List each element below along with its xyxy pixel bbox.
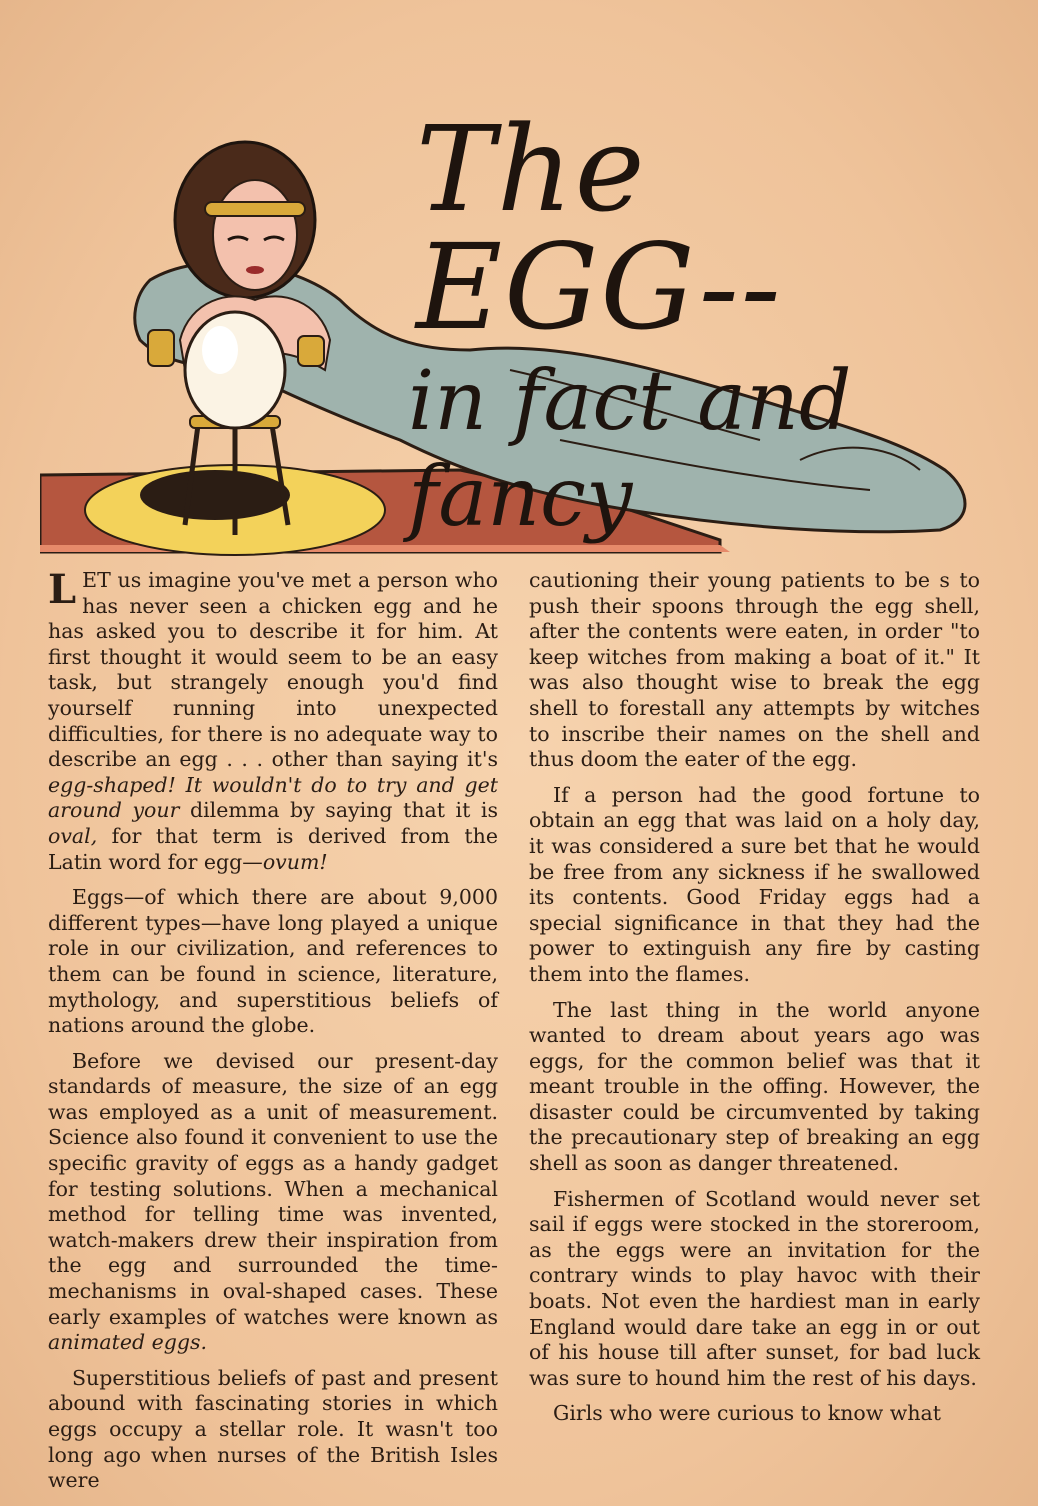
egg-shadow <box>140 470 290 520</box>
article-title <box>400 100 1000 546</box>
right-column <box>529 568 980 1437</box>
left-bracelet <box>148 330 174 366</box>
title-line-1: The EGG-- <box>416 100 783 356</box>
paragraph <box>48 1049 498 1356</box>
gold-headband <box>205 202 305 216</box>
paragraph: Fishermen of Scotland would never set sail if eggs were stocked in the storeroom, as the eggs were an invitation for the contrary winds to play havoc with their boats. Not even the hardiest man in early England would dare take an egg in or out of his house till after sunset, for bad luck was sure to hound him the rest of his days. <box>529 1186 980 1390</box>
drop-cap: L <box>48 566 77 613</box>
emphasis: egg-shaped! It wouldn't do to try and get around your <box>48 772 498 823</box>
right-bracelet <box>298 336 324 366</box>
paragraph: Girls who were curious to know what <box>553 1401 942 1426</box>
paragraph: Superstitious beliefs of past and present abound with fascinating stories in which eggs occupy a stellar role. It wasn't too long ago when nurses of the British Isles were <box>48 1365 498 1493</box>
text-run: ET us imagine you've met a person who has never seen a chicken egg and he has asked you to describe it for him. At first thought it would seem to be an easy task, but strangely enough you'd find yourself running into unexpected difficulties, for there is no adequate way to describe an egg . . . other than saying it's <box>48 568 498 772</box>
paragraph: If a person had the good fortune to obtain an egg that was laid on a holy day, it was considered a sure bet that he would be free from any sickness if he swallowed its contents. Good Friday eggs had a special significance in that they had the power to extinguish any fire by casting them into the flames. <box>529 782 980 986</box>
text-run: for that term is derived from the Latin word for egg— <box>48 823 498 874</box>
emphasis: oval, <box>48 823 98 848</box>
paragraph: The last thing in the world anyone wanted to dream about years ago was eggs, for the common belief was that it meant trouble in the offing. However, the disaster could be circumvented by taking the precautionary step of breaking an egg shell as soon as danger threatened. <box>529 997 980 1176</box>
title-line-2: in fact and fancy <box>408 354 852 545</box>
emphasis: ovum! <box>262 849 328 874</box>
text-run: Before we devised our present-day standards of measure, the size of an egg was employed as a unit of measurement. Science also found it convenient to use the specific gravity of eggs as a handy gadget for testing solutions. When a mechanical method for telling time was invented, watch-makers drew their inspiration from the egg and surrounded the time-mechanisms in oval-shaped cases. These early examples of watches were known as <box>48 1048 498 1329</box>
crystal-egg <box>185 312 285 428</box>
left-column <box>48 568 498 1504</box>
mouth <box>246 266 264 274</box>
paragraph <box>48 568 498 875</box>
paragraph: cautioning their young patients to be s to push their spoons through the egg shell, after the contents were eaten, in order "to keep witches from making a boat of it." It was also thought wise to break the egg shell to forestall any attempts by witches to inscribe their names on the shell and thus doom the eater of the egg. <box>529 568 980 772</box>
paragraph: Eggs—of which there are about 9,000 different types—have long played a unique role in our civilization, and references to them can be found in science, literature, mythology, and superstitious beliefs of nations around the globe. <box>48 885 498 1038</box>
egg-highlight <box>202 326 238 374</box>
text-run: dilemma by saying that it is <box>179 798 499 823</box>
emphasis: animated eggs. <box>48 1330 208 1355</box>
